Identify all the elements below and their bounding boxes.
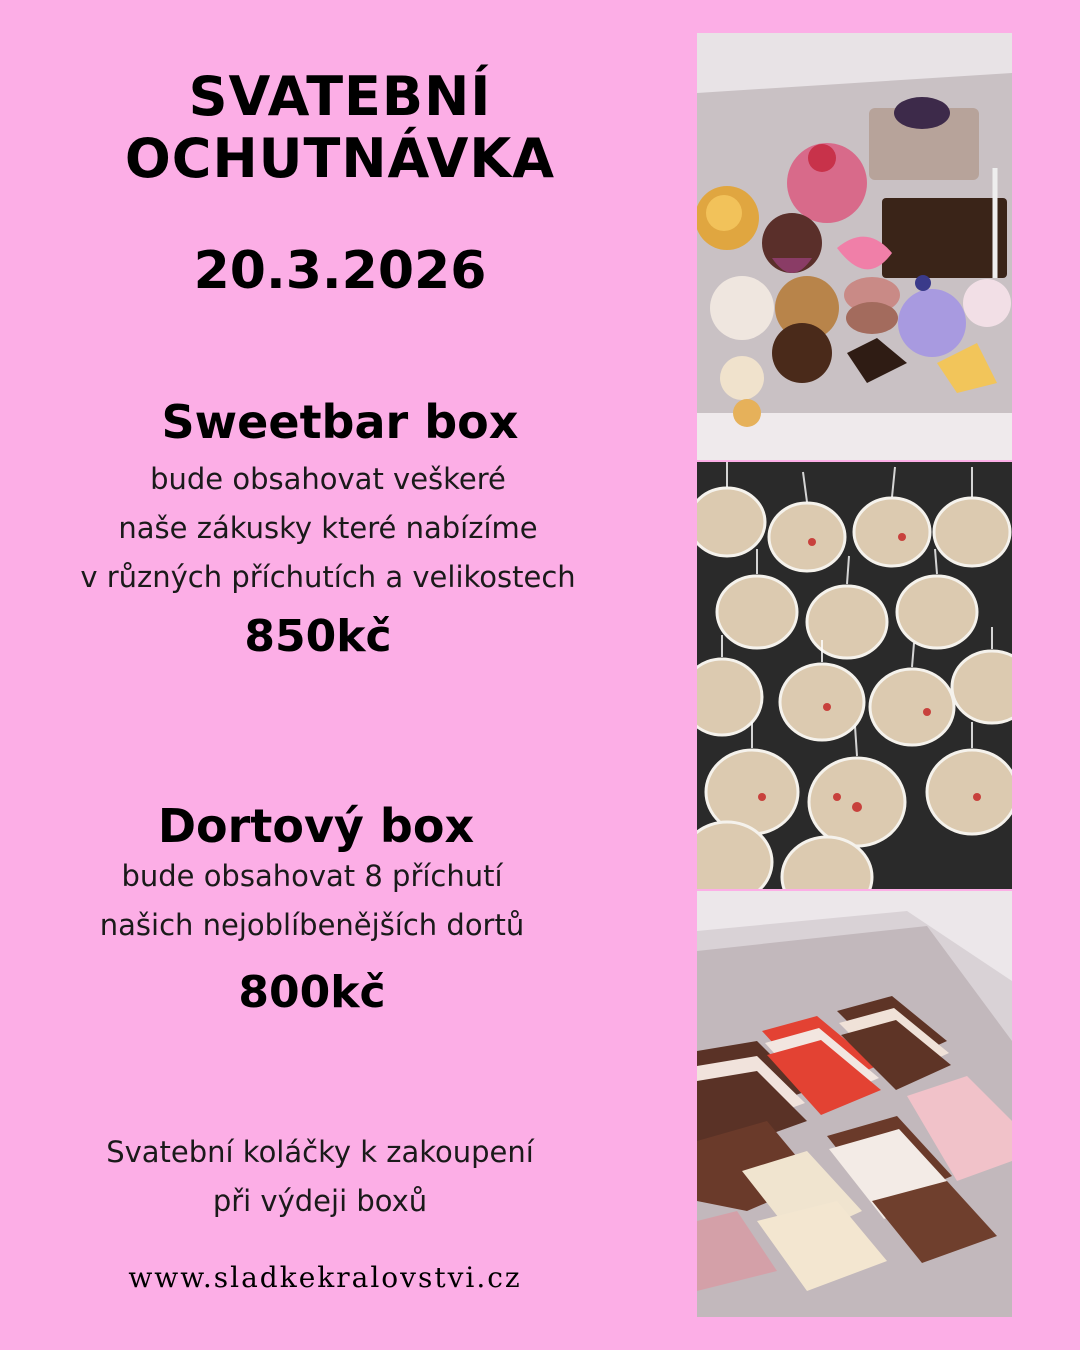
website-link[interactable]: www.sladkekralovstvi.cz <box>128 1261 522 1294</box>
sweetbar-description <box>28 455 628 602</box>
page-title <box>40 66 640 190</box>
dortovy-price: 800kč <box>238 967 386 1018</box>
note-line-2: při výdeji boxů <box>212 1184 428 1218</box>
cake-slices-photo <box>697 891 1012 1317</box>
sweetbar-price: 850kč <box>244 611 392 662</box>
sweetbar-desc-line-3: v různých příchutích a velikostech <box>80 560 576 594</box>
title-line-2: OCHUTNÁVKA <box>124 127 556 190</box>
sweetbar-heading: Sweetbar box <box>161 395 519 449</box>
wrapped-kolache-photo <box>697 462 1012 889</box>
photo-strip <box>697 33 1012 1317</box>
dortovy-desc-line-1: bude obsahovat 8 příchutí <box>121 859 503 893</box>
sweetbar-desc-line-2: naše zákusky které nabízíme <box>118 511 538 545</box>
dessert-box-photo <box>697 33 1012 460</box>
event-date: 20.3.2026 <box>193 241 487 301</box>
dortovy-heading: Dortový box <box>157 799 475 853</box>
note-line-1: Svatební koláčky k zakoupení <box>106 1135 534 1169</box>
title-line-1: SVATEBNÍ <box>188 65 492 128</box>
wedding-kolache-note <box>40 1128 600 1226</box>
dortovy-desc-line-2: našich nejoblíbenějších dortů <box>99 908 525 942</box>
sweetbar-desc-line-1: bude obsahovat veškeré <box>150 462 506 496</box>
dortovy-description <box>12 852 612 950</box>
